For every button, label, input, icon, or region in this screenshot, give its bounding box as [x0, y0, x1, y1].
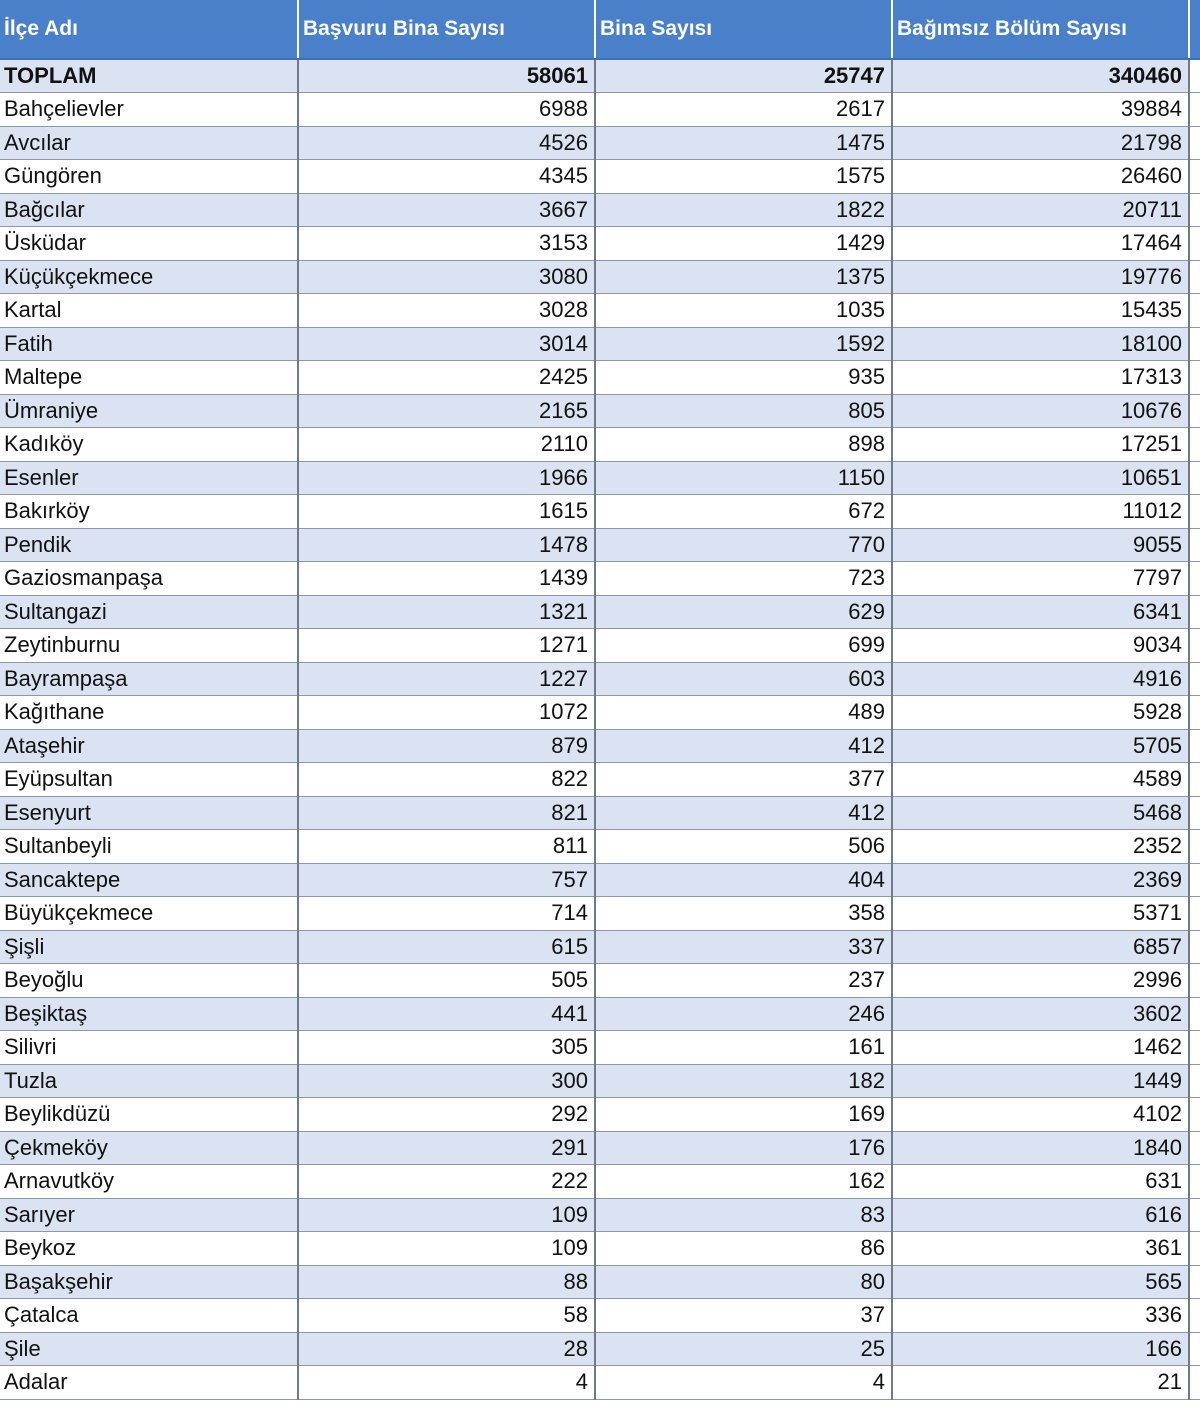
buildings-cell[interactable]: 672 [595, 495, 892, 529]
buildings-cell[interactable]: 1822 [595, 193, 892, 227]
independent-units-cell[interactable]: 10676 [892, 394, 1189, 428]
independent-units-cell[interactable]: 1840 [892, 1131, 1189, 1165]
table-row [0, 1131, 1200, 1165]
independent-units-cell[interactable]: 361 [892, 1232, 1189, 1266]
buildings-cell[interactable]: 83 [595, 1198, 892, 1232]
buildings-cell[interactable]: 1575 [595, 160, 892, 194]
buildings-cell[interactable]: 723 [595, 562, 892, 596]
table-row [0, 662, 1200, 696]
table-row [0, 428, 1200, 462]
total-label[interactable]: TOPLAM [0, 59, 298, 93]
column-header-buildings[interactable]: Bina Sayısı [595, 0, 892, 59]
independent-units-cell[interactable]: 11012 [892, 495, 1189, 529]
buildings-cell[interactable]: 935 [595, 361, 892, 395]
application-buildings-cell[interactable]: 4345 [298, 160, 595, 194]
application-buildings-cell[interactable]: 821 [298, 796, 595, 830]
cut-off-cell [1189, 59, 1200, 93]
buildings-cell[interactable]: 1150 [595, 461, 892, 495]
cut-off-cell [1189, 1064, 1200, 1098]
total-row [0, 59, 1200, 93]
district-name-cell[interactable]: Eyüpsultan [0, 763, 298, 797]
independent-units-cell[interactable]: 20711 [892, 193, 1189, 227]
application-buildings-cell[interactable]: 1439 [298, 562, 595, 596]
district-name-cell[interactable]: Zeytinburnu [0, 629, 298, 663]
district-name-cell[interactable]: Maltepe [0, 361, 298, 395]
buildings-cell[interactable]: 182 [595, 1064, 892, 1098]
cut-off-cell [1189, 763, 1200, 797]
district-name-cell[interactable]: Pendik [0, 528, 298, 562]
table-row [0, 528, 1200, 562]
application-buildings-cell[interactable]: 1072 [298, 696, 595, 730]
total-independent-units[interactable]: 340460 [892, 59, 1189, 93]
independent-units-cell[interactable]: 2996 [892, 964, 1189, 998]
district-name-cell[interactable]: Beylikdüzü [0, 1098, 298, 1132]
table-body [0, 59, 1200, 1399]
buildings-cell[interactable]: 1592 [595, 327, 892, 361]
table-row [0, 1299, 1200, 1333]
table-row [0, 1064, 1200, 1098]
application-buildings-cell[interactable]: 757 [298, 863, 595, 897]
district-name-cell[interactable]: Çekmeköy [0, 1131, 298, 1165]
buildings-cell[interactable]: 404 [595, 863, 892, 897]
table-row [0, 1165, 1200, 1199]
application-buildings-cell[interactable]: 4 [298, 1366, 595, 1400]
independent-units-cell[interactable]: 2369 [892, 863, 1189, 897]
cut-off-cell [1189, 629, 1200, 663]
table-row [0, 897, 1200, 931]
cut-off-cell [1189, 227, 1200, 261]
column-header-cut-off [1189, 0, 1200, 59]
application-buildings-cell[interactable]: 1966 [298, 461, 595, 495]
buildings-cell[interactable]: 4 [595, 1366, 892, 1400]
application-buildings-cell[interactable]: 58 [298, 1299, 595, 1333]
independent-units-cell[interactable]: 17251 [892, 428, 1189, 462]
district-name-cell[interactable]: Küçükçekmece [0, 260, 298, 294]
application-buildings-cell[interactable]: 2110 [298, 428, 595, 462]
table-row [0, 796, 1200, 830]
cut-off-cell [1189, 1265, 1200, 1299]
buildings-cell[interactable]: 805 [595, 394, 892, 428]
table-row [0, 964, 1200, 998]
application-buildings-cell[interactable]: 305 [298, 1031, 595, 1065]
independent-units-cell[interactable]: 631 [892, 1165, 1189, 1199]
independent-units-cell[interactable]: 21798 [892, 126, 1189, 160]
table-row [0, 193, 1200, 227]
table-row [0, 495, 1200, 529]
district-name-cell[interactable]: Esenler [0, 461, 298, 495]
independent-units-cell[interactable]: 3602 [892, 997, 1189, 1031]
cut-off-cell [1189, 964, 1200, 998]
cut-off-cell [1189, 1031, 1200, 1065]
application-buildings-cell[interactable]: 505 [298, 964, 595, 998]
district-name-cell[interactable]: Kadıköy [0, 428, 298, 462]
application-buildings-cell[interactable]: 300 [298, 1064, 595, 1098]
application-buildings-cell[interactable]: 3080 [298, 260, 595, 294]
district-name-cell[interactable]: Bağcılar [0, 193, 298, 227]
cut-off-cell [1189, 160, 1200, 194]
cut-off-cell [1189, 562, 1200, 596]
independent-units-cell[interactable]: 9055 [892, 528, 1189, 562]
district-name-cell[interactable]: Arnavutköy [0, 1165, 298, 1199]
buildings-cell[interactable]: 898 [595, 428, 892, 462]
buildings-cell[interactable]: 162 [595, 1165, 892, 1199]
buildings-cell[interactable]: 2617 [595, 93, 892, 127]
application-buildings-cell[interactable]: 2425 [298, 361, 595, 395]
district-name-cell[interactable]: Esenyurt [0, 796, 298, 830]
district-name-cell[interactable]: Fatih [0, 327, 298, 361]
application-buildings-cell[interactable]: 441 [298, 997, 595, 1031]
table-row [0, 461, 1200, 495]
independent-units-cell[interactable]: 19776 [892, 260, 1189, 294]
buildings-cell[interactable]: 37 [595, 1299, 892, 1333]
independent-units-cell[interactable]: 565 [892, 1265, 1189, 1299]
cut-off-cell [1189, 1232, 1200, 1266]
buildings-cell[interactable]: 770 [595, 528, 892, 562]
independent-units-cell[interactable]: 6857 [892, 930, 1189, 964]
cut-off-cell [1189, 1165, 1200, 1199]
application-buildings-cell[interactable]: 714 [298, 897, 595, 931]
buildings-cell[interactable]: 629 [595, 595, 892, 629]
buildings-cell[interactable]: 176 [595, 1131, 892, 1165]
buildings-cell[interactable]: 1035 [595, 294, 892, 328]
application-buildings-cell[interactable]: 3153 [298, 227, 595, 261]
cut-off-cell [1189, 495, 1200, 529]
cut-off-cell [1189, 1299, 1200, 1333]
district-name-cell[interactable]: Bakırköy [0, 495, 298, 529]
buildings-cell[interactable]: 603 [595, 662, 892, 696]
district-name-cell[interactable]: Bayrampaşa [0, 662, 298, 696]
independent-units-cell[interactable]: 7797 [892, 562, 1189, 596]
buildings-cell[interactable]: 86 [595, 1232, 892, 1266]
independent-units-cell[interactable]: 18100 [892, 327, 1189, 361]
table-row [0, 763, 1200, 797]
independent-units-cell[interactable]: 166 [892, 1332, 1189, 1366]
table-row [0, 997, 1200, 1031]
cut-off-cell [1189, 528, 1200, 562]
cut-off-cell [1189, 260, 1200, 294]
district-name-cell[interactable]: Ataşehir [0, 729, 298, 763]
independent-units-cell[interactable]: 4916 [892, 662, 1189, 696]
application-buildings-cell[interactable]: 88 [298, 1265, 595, 1299]
independent-units-cell[interactable]: 15435 [892, 294, 1189, 328]
district-name-cell[interactable]: Güngören [0, 160, 298, 194]
cut-off-cell [1189, 461, 1200, 495]
table-row [0, 1232, 1200, 1266]
buildings-cell[interactable]: 1429 [595, 227, 892, 261]
column-header-district[interactable]: İlçe Adı [0, 0, 298, 59]
cut-off-cell [1189, 897, 1200, 931]
application-buildings-cell[interactable]: 615 [298, 930, 595, 964]
independent-units-cell[interactable]: 17313 [892, 361, 1189, 395]
application-buildings-cell[interactable]: 1615 [298, 495, 595, 529]
cut-off-cell [1189, 1198, 1200, 1232]
district-name-cell[interactable]: Beykoz [0, 1232, 298, 1266]
cut-off-cell [1189, 1131, 1200, 1165]
application-buildings-cell[interactable]: 3667 [298, 193, 595, 227]
district-name-cell[interactable]: Avcılar [0, 126, 298, 160]
district-name-cell[interactable]: Büyükçekmece [0, 897, 298, 931]
independent-units-cell[interactable]: 17464 [892, 227, 1189, 261]
district-name-cell[interactable]: Kağıthane [0, 696, 298, 730]
application-buildings-cell[interactable]: 879 [298, 729, 595, 763]
table-row [0, 1366, 1200, 1400]
cut-off-cell [1189, 1366, 1200, 1400]
application-buildings-cell[interactable]: 28 [298, 1332, 595, 1366]
total-application-buildings[interactable]: 58061 [298, 59, 595, 93]
table-row [0, 227, 1200, 261]
table-row [0, 562, 1200, 596]
table-row [0, 830, 1200, 864]
cut-off-cell [1189, 796, 1200, 830]
table-row [0, 629, 1200, 663]
table-row [0, 595, 1200, 629]
independent-units-cell[interactable]: 39884 [892, 93, 1189, 127]
application-buildings-cell[interactable]: 109 [298, 1198, 595, 1232]
district-name-cell[interactable]: Adalar [0, 1366, 298, 1400]
application-buildings-cell[interactable]: 292 [298, 1098, 595, 1132]
buildings-cell[interactable]: 246 [595, 997, 892, 1031]
district-name-cell[interactable]: Sultangazi [0, 595, 298, 629]
application-buildings-cell[interactable]: 4526 [298, 126, 595, 160]
table-row [0, 729, 1200, 763]
independent-units-cell[interactable]: 4102 [892, 1098, 1189, 1132]
cut-off-cell [1189, 1332, 1200, 1366]
buildings-cell[interactable]: 506 [595, 830, 892, 864]
table-row [0, 361, 1200, 395]
application-buildings-cell[interactable]: 822 [298, 763, 595, 797]
table-row [0, 394, 1200, 428]
independent-units-cell[interactable]: 26460 [892, 160, 1189, 194]
column-header-independent-units[interactable]: Bağımsız Bölüm Sayısı [892, 0, 1189, 59]
buildings-cell[interactable]: 489 [595, 696, 892, 730]
buildings-cell[interactable]: 1375 [595, 260, 892, 294]
application-buildings-cell[interactable]: 222 [298, 1165, 595, 1199]
district-name-cell[interactable]: Şile [0, 1332, 298, 1366]
table-row [0, 160, 1200, 194]
cut-off-cell [1189, 997, 1200, 1031]
table-row [0, 1031, 1200, 1065]
application-buildings-cell[interactable]: 1478 [298, 528, 595, 562]
application-buildings-cell[interactable]: 291 [298, 1131, 595, 1165]
cut-off-cell [1189, 93, 1200, 127]
district-name-cell[interactable]: Kartal [0, 294, 298, 328]
cut-off-cell [1189, 193, 1200, 227]
cut-off-cell [1189, 830, 1200, 864]
application-buildings-cell[interactable]: 1271 [298, 629, 595, 663]
cut-off-cell [1189, 863, 1200, 897]
buildings-cell[interactable]: 337 [595, 930, 892, 964]
cut-off-cell [1189, 595, 1200, 629]
district-name-cell[interactable]: Silivri [0, 1031, 298, 1065]
independent-units-cell[interactable]: 5371 [892, 897, 1189, 931]
cut-off-cell [1189, 930, 1200, 964]
header-row [0, 0, 1200, 59]
independent-units-cell[interactable]: 6341 [892, 595, 1189, 629]
buildings-cell[interactable]: 169 [595, 1098, 892, 1132]
district-name-cell[interactable]: Sarıyer [0, 1198, 298, 1232]
table-row [0, 294, 1200, 328]
buildings-cell[interactable]: 412 [595, 729, 892, 763]
buildings-cell[interactable]: 377 [595, 763, 892, 797]
independent-units-cell[interactable]: 5705 [892, 729, 1189, 763]
buildings-cell[interactable]: 161 [595, 1031, 892, 1065]
table-row [0, 260, 1200, 294]
table-row [0, 1332, 1200, 1366]
table-row [0, 93, 1200, 127]
cut-off-cell [1189, 361, 1200, 395]
cut-off-cell [1189, 729, 1200, 763]
buildings-cell[interactable]: 25 [595, 1332, 892, 1366]
district-name-cell[interactable]: Beyoğlu [0, 964, 298, 998]
table-row [0, 1098, 1200, 1132]
cut-off-cell [1189, 428, 1200, 462]
buildings-cell[interactable]: 699 [595, 629, 892, 663]
independent-units-cell[interactable]: 2352 [892, 830, 1189, 864]
table-row [0, 696, 1200, 730]
application-buildings-cell[interactable]: 109 [298, 1232, 595, 1266]
cut-off-cell [1189, 696, 1200, 730]
district-name-cell[interactable]: Ümraniye [0, 394, 298, 428]
application-buildings-cell[interactable]: 1227 [298, 662, 595, 696]
independent-units-cell[interactable]: 21 [892, 1366, 1189, 1400]
buildings-cell[interactable]: 358 [595, 897, 892, 931]
cut-off-cell [1189, 294, 1200, 328]
table-row [0, 1265, 1200, 1299]
buildings-cell[interactable]: 1475 [595, 126, 892, 160]
buildings-cell[interactable]: 80 [595, 1265, 892, 1299]
application-buildings-cell[interactable]: 6988 [298, 93, 595, 127]
independent-units-cell[interactable]: 1449 [892, 1064, 1189, 1098]
application-buildings-cell[interactable]: 2165 [298, 394, 595, 428]
district-name-cell[interactable]: Beşiktaş [0, 997, 298, 1031]
column-header-application-buildings[interactable]: Başvuru Bina Sayısı [298, 0, 595, 59]
independent-units-cell[interactable]: 10651 [892, 461, 1189, 495]
table-row [0, 930, 1200, 964]
cut-off-cell [1189, 394, 1200, 428]
independent-units-cell[interactable]: 4589 [892, 763, 1189, 797]
buildings-cell[interactable]: 412 [595, 796, 892, 830]
district-name-cell[interactable]: Çatalca [0, 1299, 298, 1333]
cut-off-cell [1189, 126, 1200, 160]
district-name-cell[interactable]: Bahçelievler [0, 93, 298, 127]
table-row [0, 1198, 1200, 1232]
district-name-cell[interactable]: Üsküdar [0, 227, 298, 261]
independent-units-cell[interactable]: 616 [892, 1198, 1189, 1232]
district-name-cell[interactable]: Sultanbeyli [0, 830, 298, 864]
application-buildings-cell[interactable]: 3028 [298, 294, 595, 328]
application-buildings-cell[interactable]: 3014 [298, 327, 595, 361]
district-name-cell[interactable]: Sancaktepe [0, 863, 298, 897]
application-buildings-cell[interactable]: 1321 [298, 595, 595, 629]
independent-units-cell[interactable]: 336 [892, 1299, 1189, 1333]
cut-off-cell [1189, 662, 1200, 696]
application-buildings-cell[interactable]: 811 [298, 830, 595, 864]
district-name-cell[interactable]: Başakşehir [0, 1265, 298, 1299]
independent-units-cell[interactable]: 1462 [892, 1031, 1189, 1065]
buildings-cell[interactable]: 237 [595, 964, 892, 998]
table-row [0, 327, 1200, 361]
independent-units-cell[interactable]: 5468 [892, 796, 1189, 830]
table-row [0, 863, 1200, 897]
cut-off-cell [1189, 1098, 1200, 1132]
district-name-cell[interactable]: Gaziosmanpaşa [0, 562, 298, 596]
independent-units-cell[interactable]: 9034 [892, 629, 1189, 663]
cut-off-cell [1189, 327, 1200, 361]
district-name-cell[interactable]: Şişli [0, 930, 298, 964]
total-buildings[interactable]: 25747 [595, 59, 892, 93]
district-name-cell[interactable]: Tuzla [0, 1064, 298, 1098]
table-row [0, 126, 1200, 160]
independent-units-cell[interactable]: 5928 [892, 696, 1189, 730]
